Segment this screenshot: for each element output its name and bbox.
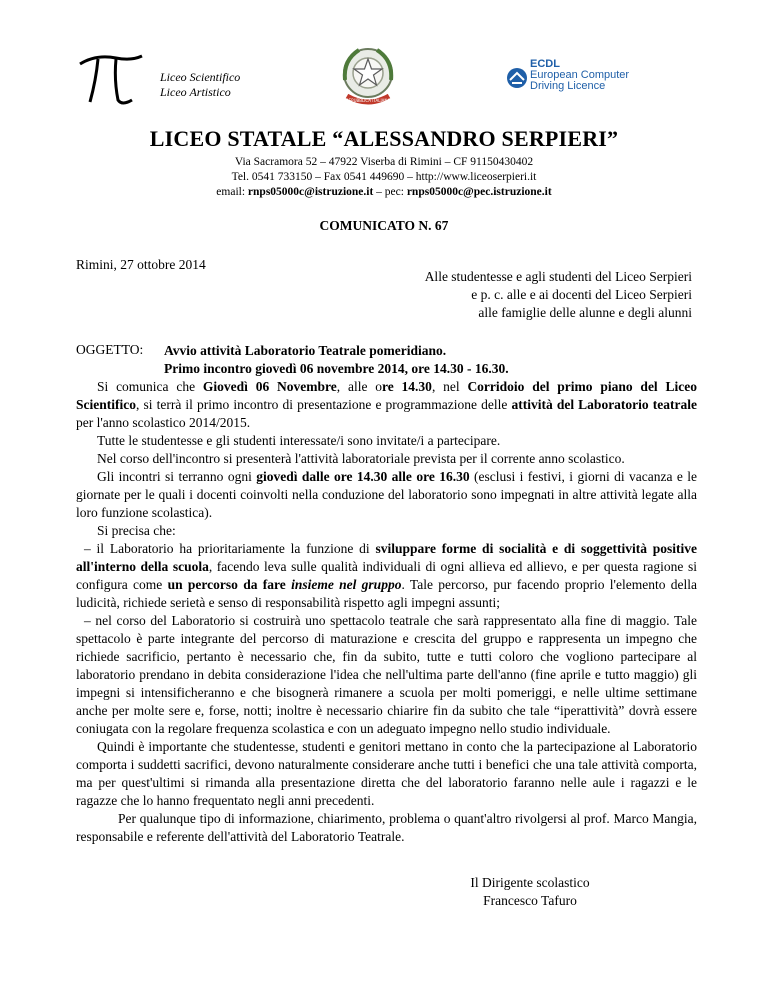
text: , alle o [336, 379, 382, 394]
document-date: Rimini, 27 ottobre 2014 [76, 257, 206, 272]
oggetto-line-1: Avvio attività Laboratorio Teatrale pomeridiano. [164, 343, 447, 358]
paragraph-3: Nel corso dell'incontro si presenterà l'attività laboratoriale prevista per il corrente anno scolastico. [97, 451, 625, 466]
signature [430, 874, 630, 910]
paragraph-1 [76, 378, 697, 432]
paragraph-6: Quindi è importante che studentesse, studenti e genitori mettano in conto che la partecipazione al Laboratorio comporta i suddetti sacrifici, devono naturalmente considerare anche tutti i benefici che una tale attività comporta, ma per quest'ultimi si rimanda alla presentazione diretta che del laboratorio faranno nelle aule i ragazzi e le ragazze che lo hanno frequentato negli anni precedenti. [76, 739, 697, 808]
address-line-3 [0, 185, 768, 200]
school-types [160, 70, 240, 100]
text: , si terrà il primo incontro di presentazione e programmazione delle [136, 397, 512, 412]
signature-role: Il Dirigente scolastico [470, 875, 590, 890]
ecdl-line2: Driving Licence [530, 80, 606, 92]
liceo-pi-logo [76, 50, 146, 110]
text-bold: un percorso da fare [167, 577, 292, 592]
school-address [0, 155, 768, 200]
paragraph-4 [76, 468, 697, 522]
paragraph-2: Tutte le studentesse e gli studenti interessate/i sono invitate/i a partecipare. [97, 433, 501, 448]
text: (esclusi i festivi, i giorni di vacanza e le giornate per le quali i docenti coinvolti nella conduzione del laboratorio sono impegnati in altre attività legate alla loro funzione scolastica). [76, 469, 697, 520]
emblem-ribbon-text: REPUBBLICA ITALIANA [345, 98, 391, 103]
email-label: email: [216, 186, 248, 198]
text: Gli incontri si terranno ogni [97, 469, 257, 484]
text-bold: giovedì dalle ore 14.30 alle ore 16.30 [256, 469, 470, 484]
text-bold: attività del Laboratorio teatrale [511, 397, 697, 412]
school-title: LICEO STATALE “ALESSANDRO SERPIERI” [149, 126, 619, 151]
pec-label: – pec: [373, 186, 407, 198]
text: , nel [431, 379, 468, 394]
address-line-2: Tel. 0541 733150 – Fax 0541 449690 – http://www.liceoserpieri.it [231, 171, 537, 183]
paragraph-7: Per qualunque tipo di informazione, chiarimento, problema o quant'altro rivolgersi al prof. Marco Mangia, responsabile e referente dell'attività del Laboratorio Teatrale. [76, 811, 697, 844]
text-bold: Giovedì 06 Novembre [202, 379, 337, 394]
text-bold-italic: insieme nel gruppo [291, 577, 402, 592]
body-text [76, 378, 697, 846]
school-type-artistico: Liceo Artistico [160, 85, 231, 99]
text-bold: Corridoio del primo piano del Liceo Scientifico [76, 379, 697, 412]
recipient-line: alle famiglie delle alunne e degli alunni [478, 305, 692, 320]
recipients [425, 268, 692, 322]
italian-republic-emblem [333, 40, 403, 110]
recipient-line: Alle studentesse e agli studenti del Liceo Serpieri [424, 269, 692, 284]
comunicato-number: COMUNICATO N. 67 [319, 218, 449, 233]
recipient-line: e p. c. alle e ai docenti del Liceo Serpieri [471, 287, 692, 302]
oggetto-label: OGGETTO: [76, 342, 144, 357]
text: per l'anno scolastico 2014/2015. [76, 415, 251, 430]
oggetto-text [164, 342, 509, 378]
text: Si comunica che [97, 379, 203, 394]
text-bold: re 14.30 [382, 379, 432, 394]
paragraph-5: Si precisa che: [97, 523, 176, 538]
text: – il Laboratorio ha prioritariamente la funzione di [84, 541, 376, 556]
text: , facendo leva sulle qualità individuali di ogni allieva ed allievo, e per questa ragione si configura come [76, 559, 697, 592]
email-link[interactable]: rnps05000c@istruzione.it [247, 186, 374, 198]
signature-name: Francesco Tafuro [483, 893, 577, 908]
text-bold: sviluppare forme di socialità e di soggettività positive all'interno della scuola [76, 541, 698, 574]
ecdl-line1: European Computer [530, 69, 630, 81]
ecdl-brand: ECDL [530, 58, 560, 70]
ecdl-text [530, 59, 629, 92]
text: . Tale percorso, pur facendo proprio l'elemento della ludicità, richiede serietà e senso di responsabilità rispetto agli impegni assunti; [76, 577, 697, 610]
address-line-1: Via Sacramora 52 – 47922 Viserba di Rimini – CF 91150430402 [234, 156, 534, 168]
bullet-2: – nel corso del Laboratorio si costruirà uno spettacolo teatrale che sarà rappresentato alla fine di maggio. Tale spettacolo è parte integrante del percorso di maturazione e crescita del gruppo e rappresenta un impegno che richiede sacrificio, pertanto è necessario che, fin da subito, tutte e tutti coloro che vogliono partecipare al laboratorio prendano in debita considerazione l'idea che nell'ultima parte dell'anno (fine aprile e tutto maggio) gli impegni si intensificheranno e che bisognerà rimanere a scuola per molti pomeriggi, e nelle ultime settimane anche per molte sere e, forse, notti; inoltre è necessario chiarire fin da subito che tale “iperattività” dovrà essere coniugata con la regolare frequenza scolastica e con un adeguato impegno nello studio individuale. [76, 613, 697, 736]
school-type-scientifico: Liceo Scientifico [160, 70, 241, 84]
pec-link[interactable]: rnps05000c@pec.istruzione.it [406, 186, 552, 198]
bullet-1 [76, 540, 697, 612]
oggetto-line-2: Primo incontro giovedì 06 novembre 2014, ore 14.30 - 16.30. [164, 361, 509, 376]
